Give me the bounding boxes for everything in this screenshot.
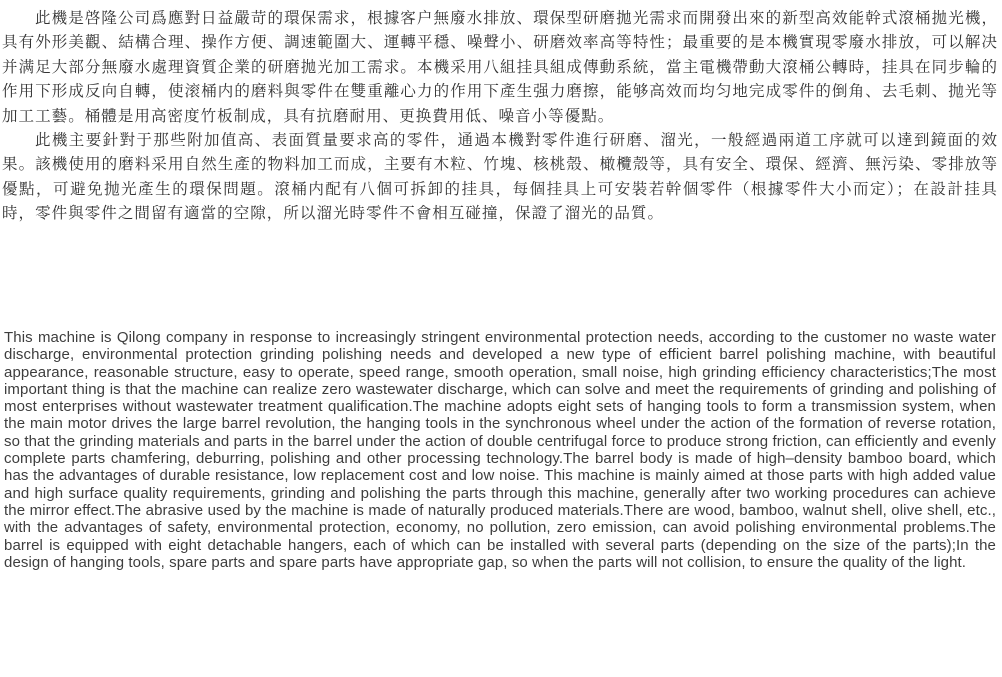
chinese-description	[2, 6, 998, 226]
english-paragraph: This machine is Qilong company in response to increasingly stringent environmental protection needs, according to the customer no waste water discharge, environmental protection grinding polishing needs and developed a new type of efficient barrel polishing machine, with beautiful appearance, reasonable structure, easy to operate, speed range, smooth operation, small noise, high grinding efficiency characteristics;The most important thing is that the machine can realize zero wastewater discharge, which can solve and meet the requirements of grinding and polishing of most enterprises without wastewater treatment qualification.The machine adopts eight sets of hanging tools to form a transmission system, when the main motor drives the large barrel revolution, the hanging tools in the synchronous wheel under the action of the formation of reverse rotation, so that the grinding materials and parts in the barrel under the action of double centrifugal force to produce strong friction, can efficiently and evenly complete parts chamfering, deburring, polishing and other processing technology.The barrel body is made of high–density bamboo board, which has the advantages of durable resistance, low replacement cost and low noise. This machine is mainly aimed at those parts with high added value and high surface quality requirements, grinding and polishing the parts through this machine, generally after two working procedures can achieve the mirror effect.The abrasive used by the machine is made of naturally produced materials.There are wood, bamboo, walnut shell, olive shell, etc., with the advantages of safety, environmental protection, economy, no pollution, zero emission, can avoid polishing environmental problems.The barrel is equipped with eight detachable hangers, each of which can be installed with several parts (depending on the size of the parts);In the design of hanging tools, spare parts and spare parts have appropriate gap, so when the parts will not collision, to ensure the quality of the light.	[4, 329, 996, 571]
chinese-paragraph-2: 此機主要針對于那些附加值高、表面質量要求高的零件，通過本機對零件進行研磨、溜光，一般經過兩道工序就可以達到鏡面的效果。該機使用的磨料采用自然生產的物料加工而成，主要有木粒、竹塊、核桃殼、橄欖殼等，具有安全、環保、經濟、無污染、零排放等優點，可避免抛光產生的環保問題。滾桶内配有八個可拆卸的挂具，每個挂具上可安裝若幹個零件（根據零件大小而定）；在設計挂具時，零件與零件之間留有適當的空隙，所以溜光時零件不會相互碰撞，保證了溜光的品質。	[2, 131, 998, 223]
chinese-paragraph-1: 此機是啓隆公司爲應對日益嚴苛的環保需求，根據客户無廢水排放、環保型研磨拋光需求而開發出來的新型高效能幹式滾桶拋光機，具有外形美觀、結構合理、操作方便、調速範圍大、運轉平穩、噪聲小、研磨效率高等特性；最重要的是本機實現零廢水排放，可以解决并满足大部分無廢水處理資質企業的研磨拋光加工需求。本機采用八組挂具組成傳動系統，當主電機帶動大滾桶公轉時，挂具在同步輪的作用下形成反向自轉，使滚桶内的磨料與零件在雙重離心力的作用下產生强力磨擦，能够高效而均匀地完成零件的倒角、去毛刺、抛光等加工工藝。桶體是用高密度竹板制成，具有抗磨耐用、更换費用低、噪音小等優點。	[2, 9, 998, 125]
english-description	[4, 329, 996, 571]
